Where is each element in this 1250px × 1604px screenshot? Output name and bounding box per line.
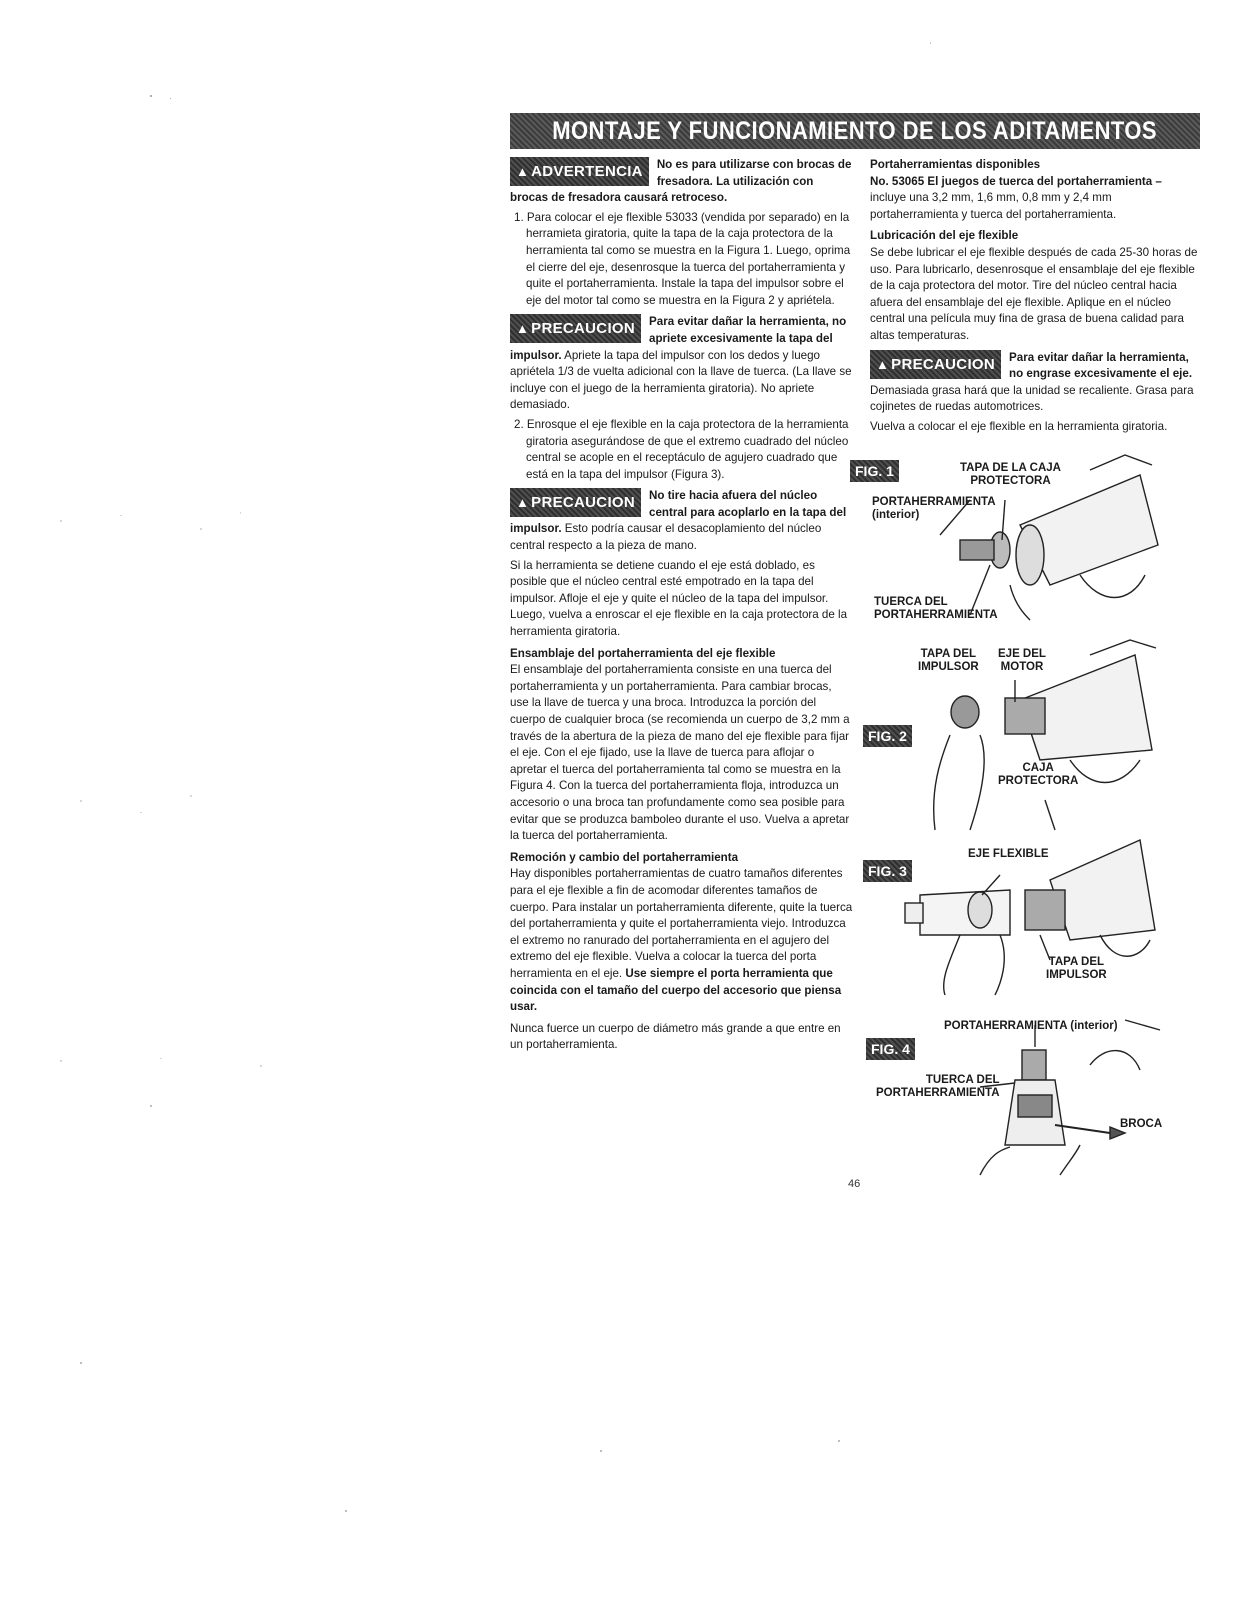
paragraph-bent-shaft: Si la herramienta se detiene cuando el eje está doblado, es posible que el núcleo central esté empotrado en la tapa del impulsor. Afloje el eje y quite el núcleo de la tapa del impulsor. Luego, vuelva a enroscar el eje flexible en la caja protectora de la herramienta giratoria. xyxy=(510,558,848,639)
available-bold-text: No. 53065 El juegos de tuerca del portaherramienta – xyxy=(870,174,1162,188)
fig-1-callout-cap: TAPA DE LA CAJA PROTECTORA xyxy=(960,462,1061,487)
section-title: MONTAJE Y FUNCIONAMIENTO DE LOS ADITAMENTOS xyxy=(552,116,1158,145)
fig-2-callout-motor-shaft: EJE DEL MOTOR xyxy=(998,648,1046,673)
step-1: 1. Para colocar el eje flexible 53033 (vendida por separado) en la herramieta giratoria, quite la tapa de la caja protectora de la herramienta tal como se muestra en la Figura 1. Luego, oprima el cierre del eje, desenrosque la tuerca del portaherramienta y quite el portaherramienta. Instale la tapa del impulsor sobre el eje del motor tal como se muestra en la Figura 2 y apriétela. xyxy=(514,210,851,307)
warning-triangle-icon: ▲ xyxy=(876,356,890,372)
fig-3-label: FIG. 3 xyxy=(863,860,912,882)
step-2: 2. Enrosque el eje flexible en la caja protectora de la herramienta giratoria asegurándose de que el extremo cuadrado del núcleo central se acople en el receptáculo de agujero cuadrado que está en la tapa del impulsor (Figura 3). xyxy=(514,417,849,481)
fig-4-drawing xyxy=(960,1015,1170,1185)
caution-callout-3 xyxy=(870,350,1200,416)
step-list xyxy=(510,417,853,483)
caution-label-text: PRECAUCION xyxy=(531,494,636,512)
fig-4-callout-bit: BROCA xyxy=(1120,1118,1163,1130)
caution-text: Demasiada grasa hará que la unidad se recaliente. Grasa para cojinetes de ruedas automotrices. xyxy=(870,383,1194,414)
fig-1-drawing xyxy=(930,455,1160,625)
removal-text: Hay disponibles portaherramientas de cuatro tamaños diferentes para el eje flexible a fin de acomodar diferentes tamaños de cuerpo. Para instalar un portaherramienta diferente, quite la tuerca del portaherramienta y quite el portaherramienta viejo. Introduzca el extremo no ranurado del portaherramienta en el agujero del extremo del eje flexible. Vuelva a colocar la tuerca del porta herramienta en el eje. xyxy=(510,867,853,980)
right-column xyxy=(870,157,1200,441)
caution-bold-text: Para evitar dañar la herramienta, no apriete excesivamente la tapa del impulsor. xyxy=(510,315,847,362)
paragraph-reinstall: Vuelva a colocar el eje flexible en la herramienta giratoria. xyxy=(870,419,1168,433)
warning-triangle-icon: ▲ xyxy=(516,495,530,511)
fig-2-label: FIG. 2 xyxy=(863,725,912,747)
step-list xyxy=(510,210,853,310)
caution-label-text: PRECAUCION xyxy=(531,320,636,338)
warning-label xyxy=(510,157,649,186)
page-number: 46 xyxy=(848,1178,861,1190)
paragraph-available xyxy=(870,174,1200,224)
fig-3-callout-flex-shaft: EJE FLEXIBLE xyxy=(968,848,1049,860)
fig-3-drawing xyxy=(900,835,1160,1000)
fig-2-drawing xyxy=(920,640,1160,840)
left-column xyxy=(510,157,853,1059)
fig-2-callout-housing: CAJA PROTECTORA xyxy=(998,762,1079,787)
warning-callout xyxy=(510,157,853,207)
paragraph-final: Nunca fuerce un cuerpo de diámetro más grande a que entre en un portaherramienta. xyxy=(510,1021,841,1052)
caution-label-text: PRECAUCION xyxy=(891,355,996,373)
caution-label xyxy=(510,488,641,517)
section-heading-removal: Remoción y cambio del portaherramienta xyxy=(510,850,739,864)
paragraph-removal xyxy=(510,866,853,1015)
caution-bold-text: No tire hacia afuera del núcleo central para acoplarlo en la tapa del impulsor. xyxy=(510,489,847,536)
warning-triangle-icon: ▲ xyxy=(516,321,530,337)
caution-label xyxy=(870,350,1001,379)
fig-3-callout-drive-cap: TAPA DEL IMPULSOR xyxy=(1046,956,1107,981)
paragraph-lubrication: Se debe lubricar el eje flexible después de cada 25-30 horas de uso. Para lubricarlo, desenrosque el ensamblaje del eje flexible de la caja protectora del motor. Tire del núcleo central hacia afuera del ensamblaje del eje flexible. Aplique en el núcleo central una película muy fina de grasa de buena calidad para altas temperaturas. xyxy=(870,245,1198,342)
fig-1-callout-nut: TUERCA DEL PORTAHERRAMIENTA xyxy=(874,596,998,621)
caution-callout-1 xyxy=(510,314,853,414)
caution-text: Apriete la tapa del impulsor con los dedos y luego apriétela 1/3 de vuelta adicional con la llave de tuerca. (La llave se incluye con el juego de la herramienta giratoria). No apriete demasiado. xyxy=(510,348,852,412)
warning-text: No es para utilizarse con brocas de fresadora. La utilización con brocas de fresadora causará retroceso. xyxy=(510,158,852,205)
warning-label-text: ADVERTENCIA xyxy=(531,163,643,180)
paragraph-assembly: El ensamblaje del portaherramienta consiste en una tuerca del portaherramienta y un portaherramienta. Para cambiar brocas, use la llave de tuerca y una broca. Introduzca la porción del cuerpo de cualquier broca (se recomienda un cuerpo de 3,2 mm a través de la abertura de la pieza de mano del eje flexible para fijar el eje. Con el eje fijado, use la llave de tuerca para aflojar o apretar el tuerca del portaherramienta tal como se muestra en la Figura 4. Con la tuerca del portaherramienta floja, introduzca un accesorio o una broca tan profundamente como sea posible para evitar que se produzca bamboleo durante el uso. Vuelva a apretar la tuerca del portaherramienta. xyxy=(510,663,850,843)
fig-4-callout-collet: PORTAHERRAMIENTA (interior) xyxy=(944,1020,1118,1032)
fig-1-callout-collet: PORTAHERRAMIENTA (interior) xyxy=(872,496,996,521)
caution-bold-text: Para evitar dañar la herramienta, no engrase excesivamente el eje. xyxy=(1009,350,1193,381)
fig-2-callout-drive-cap: TAPA DEL IMPULSOR xyxy=(918,648,979,673)
section-heading-available: Portaherramientas disponibles xyxy=(870,158,1041,171)
warning-triangle-icon: ▲ xyxy=(516,164,530,179)
caution-label xyxy=(510,314,641,343)
section-heading-assembly: Ensamblaje del portaherramienta del eje flexible xyxy=(510,646,776,660)
fig-4-label: FIG. 4 xyxy=(866,1038,915,1060)
fig-4-callout-nut: TUERCA DEL PORTAHERRAMIENTA xyxy=(876,1074,1000,1099)
caution-callout-2 xyxy=(510,488,853,554)
section-banner xyxy=(510,113,1200,149)
caution-text: Esto podría causar el desacoplamiento del núcleo central respecto a la pieza de mano. xyxy=(510,522,822,553)
fig-1-label: FIG. 1 xyxy=(850,460,899,482)
section-heading-lubrication: Lubricación del eje flexible xyxy=(870,229,1019,243)
removal-bold-text: Use siempre el porta herramienta que coincida con el tamaño del cuerpo del accesorio que piensa usar. xyxy=(510,966,842,1014)
available-text: incluye una 3,2 mm, 1,6 mm, 0,8 mm y 2,4 mm portaherramienta y tuerca del portaherramienta. xyxy=(870,191,1117,221)
